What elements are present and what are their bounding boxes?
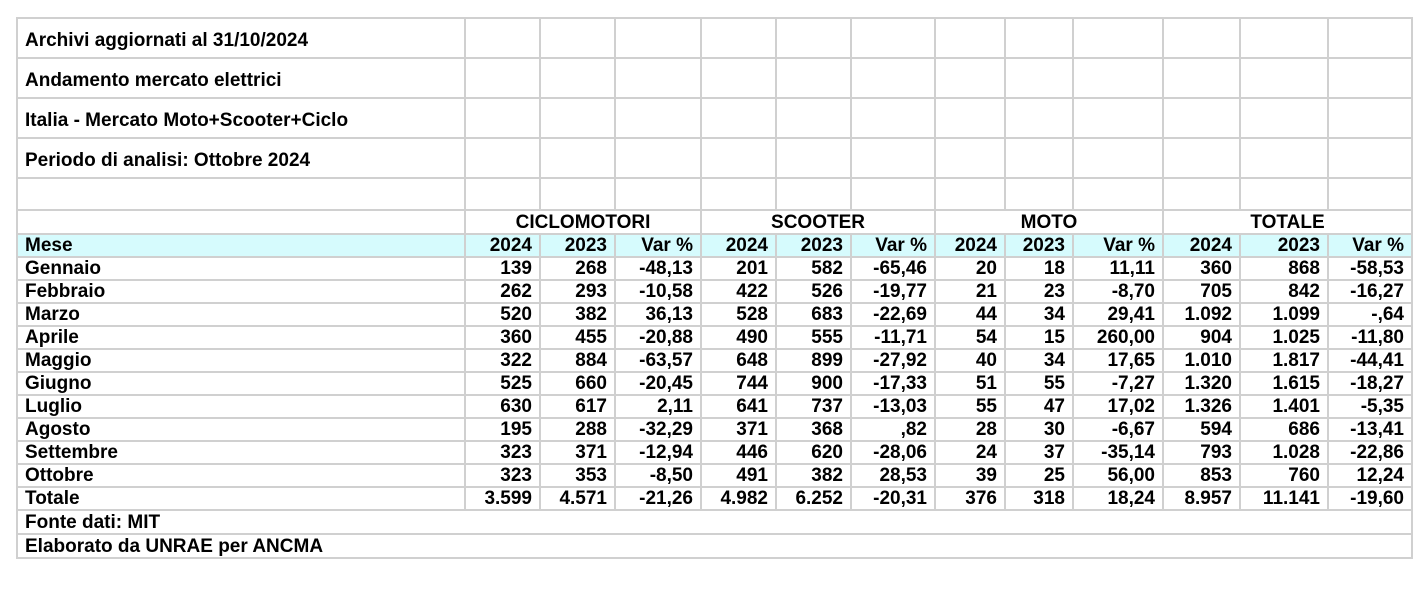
row-label: Luglio bbox=[17, 395, 465, 418]
column-header: 2023 bbox=[1240, 234, 1328, 257]
table-cell: 8.957 bbox=[1163, 487, 1240, 510]
group-moto: MOTO bbox=[935, 210, 1163, 234]
table-cell: 744 bbox=[701, 372, 776, 395]
total-row bbox=[17, 487, 1412, 510]
footer-row bbox=[17, 510, 1412, 534]
table-cell: 15 bbox=[1005, 326, 1073, 349]
header-row bbox=[17, 18, 1412, 58]
table-cell: 582 bbox=[776, 257, 851, 280]
table-cell: -20,45 bbox=[615, 372, 701, 395]
group-header-row bbox=[17, 210, 1412, 234]
column-header: 2023 bbox=[776, 234, 851, 257]
table-cell: 371 bbox=[701, 418, 776, 441]
row-label: Totale bbox=[17, 487, 465, 510]
table-row bbox=[17, 464, 1412, 487]
table-cell: -27,92 bbox=[851, 349, 935, 372]
table-cell: -,64 bbox=[1328, 303, 1412, 326]
table-cell: 20 bbox=[935, 257, 1005, 280]
column-header: 2024 bbox=[465, 234, 540, 257]
table-row bbox=[17, 280, 1412, 303]
table-cell: 34 bbox=[1005, 303, 1073, 326]
table-cell: 1.326 bbox=[1163, 395, 1240, 418]
table-cell: 555 bbox=[776, 326, 851, 349]
table-cell: 760 bbox=[1240, 464, 1328, 487]
table-cell: 526 bbox=[776, 280, 851, 303]
table-cell: -11,71 bbox=[851, 326, 935, 349]
table-cell: 322 bbox=[465, 349, 540, 372]
table-cell: 323 bbox=[465, 441, 540, 464]
blank-row bbox=[17, 178, 1412, 210]
table-row bbox=[17, 326, 1412, 349]
table-cell: 617 bbox=[540, 395, 615, 418]
table-cell: 4.571 bbox=[540, 487, 615, 510]
table-cell: -18,27 bbox=[1328, 372, 1412, 395]
table-cell: 455 bbox=[540, 326, 615, 349]
header-line-italia: Italia - Mercato Moto+Scooter+Ciclo bbox=[17, 98, 465, 138]
column-header: 2024 bbox=[1163, 234, 1240, 257]
table-cell: -12,94 bbox=[615, 441, 701, 464]
header-row bbox=[17, 138, 1412, 178]
table-cell: 30 bbox=[1005, 418, 1073, 441]
table-cell: -8,50 bbox=[615, 464, 701, 487]
table-cell: 29,41 bbox=[1073, 303, 1163, 326]
table-cell: 376 bbox=[935, 487, 1005, 510]
table-cell: 525 bbox=[465, 372, 540, 395]
table-cell: 23 bbox=[1005, 280, 1073, 303]
table-cell: -48,13 bbox=[615, 257, 701, 280]
table-cell: 55 bbox=[1005, 372, 1073, 395]
header-line-andamento: Andamento mercato elettrici bbox=[17, 58, 465, 98]
table-cell: 1.099 bbox=[1240, 303, 1328, 326]
table-cell: 44 bbox=[935, 303, 1005, 326]
table-cell: -7,27 bbox=[1073, 372, 1163, 395]
row-label: Agosto bbox=[17, 418, 465, 441]
table-cell: 12,24 bbox=[1328, 464, 1412, 487]
table-cell: 620 bbox=[776, 441, 851, 464]
column-header: 2024 bbox=[935, 234, 1005, 257]
table-cell: 318 bbox=[1005, 487, 1073, 510]
table-cell: 899 bbox=[776, 349, 851, 372]
table-cell: 293 bbox=[540, 280, 615, 303]
table-cell: 323 bbox=[465, 464, 540, 487]
table-cell: -21,26 bbox=[615, 487, 701, 510]
table-cell: -35,14 bbox=[1073, 441, 1163, 464]
table-cell: 491 bbox=[701, 464, 776, 487]
table-cell: 56,00 bbox=[1073, 464, 1163, 487]
table-cell: 17,65 bbox=[1073, 349, 1163, 372]
column-header-mese: Mese bbox=[17, 234, 465, 257]
table-cell: -11,80 bbox=[1328, 326, 1412, 349]
table-cell: 39 bbox=[935, 464, 1005, 487]
table-cell: 1.028 bbox=[1240, 441, 1328, 464]
table-cell: 853 bbox=[1163, 464, 1240, 487]
table-cell: -10,58 bbox=[615, 280, 701, 303]
table-cell: 25 bbox=[1005, 464, 1073, 487]
row-label: Giugno bbox=[17, 372, 465, 395]
table-cell: 737 bbox=[776, 395, 851, 418]
table-cell: -44,41 bbox=[1328, 349, 1412, 372]
table-cell: 884 bbox=[540, 349, 615, 372]
table-cell: 34 bbox=[1005, 349, 1073, 372]
table-cell: -13,41 bbox=[1328, 418, 1412, 441]
table-cell: 54 bbox=[935, 326, 1005, 349]
table-cell: -5,35 bbox=[1328, 395, 1412, 418]
table-cell: 288 bbox=[540, 418, 615, 441]
table-cell: 528 bbox=[701, 303, 776, 326]
table-cell: 382 bbox=[776, 464, 851, 487]
table-cell: 18,24 bbox=[1073, 487, 1163, 510]
table-cell: 47 bbox=[1005, 395, 1073, 418]
table-cell: 28 bbox=[935, 418, 1005, 441]
table-cell: -22,69 bbox=[851, 303, 935, 326]
table-cell: 11,11 bbox=[1073, 257, 1163, 280]
column-header: Var % bbox=[851, 234, 935, 257]
table-cell: 139 bbox=[465, 257, 540, 280]
table-cell: 3.599 bbox=[465, 487, 540, 510]
table-cell: 4.982 bbox=[701, 487, 776, 510]
table-cell: -6,67 bbox=[1073, 418, 1163, 441]
table-cell: 21 bbox=[935, 280, 1005, 303]
table-cell: 660 bbox=[540, 372, 615, 395]
column-header: Var % bbox=[615, 234, 701, 257]
table-cell: 262 bbox=[465, 280, 540, 303]
table-row bbox=[17, 349, 1412, 372]
header-line-archivi: Archivi aggiornati al 31/10/2024 bbox=[17, 18, 465, 58]
table-cell: -32,29 bbox=[615, 418, 701, 441]
header-row bbox=[17, 98, 1412, 138]
table-cell: 648 bbox=[701, 349, 776, 372]
table-cell: -19,77 bbox=[851, 280, 935, 303]
row-label: Febbraio bbox=[17, 280, 465, 303]
footer-row bbox=[17, 534, 1412, 558]
table-cell: 594 bbox=[1163, 418, 1240, 441]
table-cell: 371 bbox=[540, 441, 615, 464]
table-cell: 793 bbox=[1163, 441, 1240, 464]
table-cell: 201 bbox=[701, 257, 776, 280]
table-cell: 422 bbox=[701, 280, 776, 303]
table-cell: 1.615 bbox=[1240, 372, 1328, 395]
table-cell: 868 bbox=[1240, 257, 1328, 280]
table-cell: -8,70 bbox=[1073, 280, 1163, 303]
column-header: 2023 bbox=[1005, 234, 1073, 257]
table-cell: 382 bbox=[540, 303, 615, 326]
table-cell: 1.010 bbox=[1163, 349, 1240, 372]
table-row bbox=[17, 441, 1412, 464]
row-label: Aprile bbox=[17, 326, 465, 349]
table-cell: 683 bbox=[776, 303, 851, 326]
table-cell: 195 bbox=[465, 418, 540, 441]
table-cell: 6.252 bbox=[776, 487, 851, 510]
table-row bbox=[17, 418, 1412, 441]
table-cell: 1.401 bbox=[1240, 395, 1328, 418]
table-cell: 55 bbox=[935, 395, 1005, 418]
group-totale: TOTALE bbox=[1163, 210, 1412, 234]
table-row bbox=[17, 372, 1412, 395]
table-cell: 268 bbox=[540, 257, 615, 280]
row-label: Settembre bbox=[17, 441, 465, 464]
column-header: 2023 bbox=[540, 234, 615, 257]
table-cell: -58,53 bbox=[1328, 257, 1412, 280]
table-cell: 904 bbox=[1163, 326, 1240, 349]
table-body bbox=[17, 18, 1412, 558]
row-label: Gennaio bbox=[17, 257, 465, 280]
table-cell: 520 bbox=[465, 303, 540, 326]
table-cell: -28,06 bbox=[851, 441, 935, 464]
table-cell: -17,33 bbox=[851, 372, 935, 395]
table-cell: 37 bbox=[1005, 441, 1073, 464]
header-line-periodo: Periodo di analisi: Ottobre 2024 bbox=[17, 138, 465, 178]
table-cell: 1.817 bbox=[1240, 349, 1328, 372]
table-cell: 705 bbox=[1163, 280, 1240, 303]
column-header: Var % bbox=[1073, 234, 1163, 257]
column-header: 2024 bbox=[701, 234, 776, 257]
table-cell: 360 bbox=[465, 326, 540, 349]
table-cell: 17,02 bbox=[1073, 395, 1163, 418]
table-cell: -20,31 bbox=[851, 487, 935, 510]
table-cell: -16,27 bbox=[1328, 280, 1412, 303]
row-label: Ottobre bbox=[17, 464, 465, 487]
table-cell: 11.141 bbox=[1240, 487, 1328, 510]
table-cell: 1.320 bbox=[1163, 372, 1240, 395]
table-cell: 36,13 bbox=[615, 303, 701, 326]
table-cell: -22,86 bbox=[1328, 441, 1412, 464]
table-cell: 260,00 bbox=[1073, 326, 1163, 349]
row-label: Maggio bbox=[17, 349, 465, 372]
table-cell: 686 bbox=[1240, 418, 1328, 441]
table-cell: -63,57 bbox=[615, 349, 701, 372]
table-cell: 40 bbox=[935, 349, 1005, 372]
header-row bbox=[17, 58, 1412, 98]
group-ciclomotori: CICLOMOTORI bbox=[465, 210, 701, 234]
table-cell: 18 bbox=[1005, 257, 1073, 280]
table-cell: 1.092 bbox=[1163, 303, 1240, 326]
table-cell: -19,60 bbox=[1328, 487, 1412, 510]
table-row bbox=[17, 257, 1412, 280]
table-cell: 51 bbox=[935, 372, 1005, 395]
table-row bbox=[17, 395, 1412, 418]
table-cell: 842 bbox=[1240, 280, 1328, 303]
table-cell: -65,46 bbox=[851, 257, 935, 280]
row-label: Marzo bbox=[17, 303, 465, 326]
table-cell: 353 bbox=[540, 464, 615, 487]
table-cell: 1.025 bbox=[1240, 326, 1328, 349]
column-header-row bbox=[17, 234, 1412, 257]
table-row bbox=[17, 303, 1412, 326]
column-header: Var % bbox=[1328, 234, 1412, 257]
table-cell: 630 bbox=[465, 395, 540, 418]
table-cell: 360 bbox=[1163, 257, 1240, 280]
group-scooter: SCOOTER bbox=[701, 210, 935, 234]
market-table bbox=[16, 17, 1413, 559]
table-cell: -20,88 bbox=[615, 326, 701, 349]
table-cell: 24 bbox=[935, 441, 1005, 464]
table-cell: -13,03 bbox=[851, 395, 935, 418]
table-cell: 490 bbox=[701, 326, 776, 349]
table-cell: 2,11 bbox=[615, 395, 701, 418]
footer-elaborated: Elaborato da UNRAE per ANCMA bbox=[17, 534, 1412, 558]
table-cell: 446 bbox=[701, 441, 776, 464]
table-cell: 368 bbox=[776, 418, 851, 441]
table-cell: 28,53 bbox=[851, 464, 935, 487]
table-cell: 900 bbox=[776, 372, 851, 395]
footer-source: Fonte dati: MIT bbox=[17, 510, 1412, 534]
table-cell: ,82 bbox=[851, 418, 935, 441]
table-cell: 641 bbox=[701, 395, 776, 418]
